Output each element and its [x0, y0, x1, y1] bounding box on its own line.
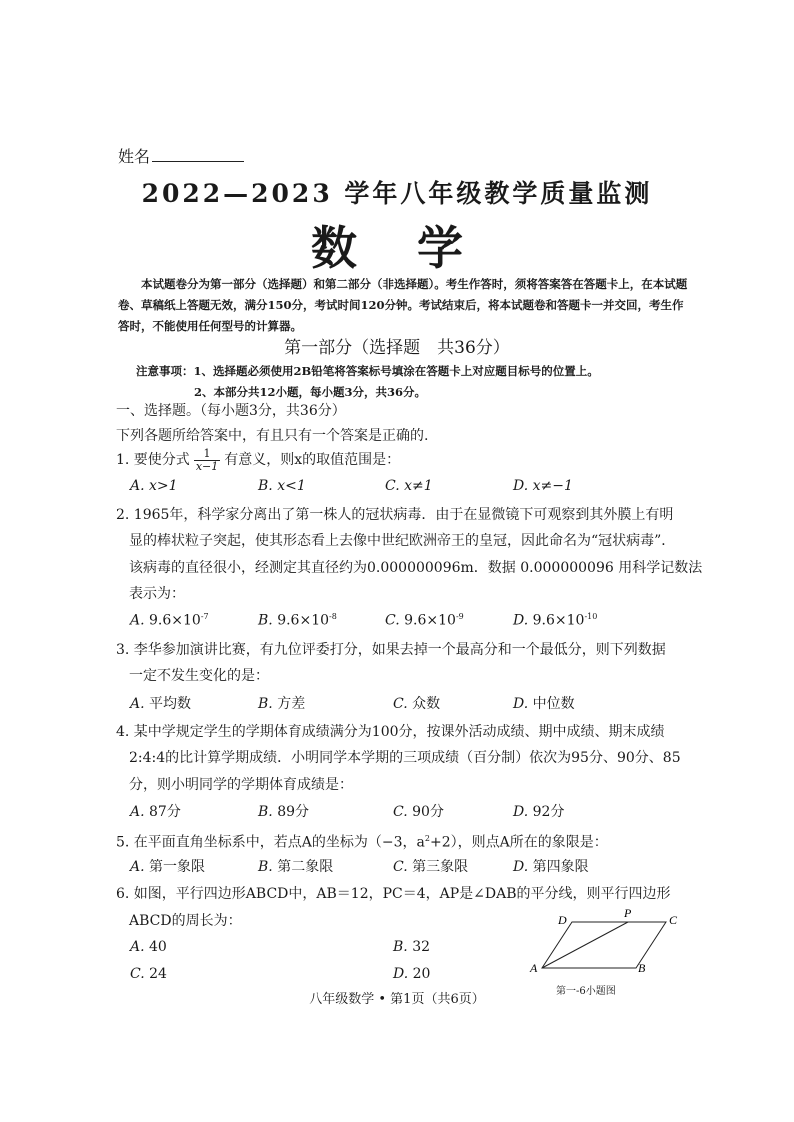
q5-option-b[interactable]: B. 第二象限: [258, 859, 334, 875]
q6-line-2: ABCD的周长为：: [129, 913, 242, 929]
q6-line-1: 6. 如图，平行四边形ABCD中，AB＝12，PC＝4，AP是∠DAB的平分线，则平行四边形: [116, 886, 671, 902]
name-label: 姓名: [118, 147, 151, 166]
q4-option-a[interactable]: A. 87分: [130, 804, 181, 820]
question-5: 5. 在平面直角坐标系中，若点A的坐标为（−3，$a^2+2$），则点A所在的象限是：: [116, 834, 608, 851]
section-instruction: 下列各题所给答案中，有且只有一个答案是正确的.: [116, 428, 429, 444]
q1-options: [130, 478, 610, 502]
label-c: C: [669, 913, 678, 927]
q3-options: [130, 693, 610, 717]
section-heading: 一、选择题。（每小题3分，共36分）: [116, 403, 346, 419]
q1-option-b[interactable]: B. x<1: [258, 478, 306, 494]
q6-option-b[interactable]: B. 32: [393, 939, 431, 955]
exam-title: 2022—2023 学年八年级教学质量监测: [141, 179, 653, 208]
page-footer: 八年级数学 • 第1页（共6页）: [309, 992, 485, 1007]
q6-option-d[interactable]: D. 20: [393, 966, 431, 982]
name-blank: [152, 147, 244, 162]
q4-option-b[interactable]: B. 89分: [258, 804, 310, 820]
q2-line-1: 2. 1965年，科学家分离出了第一株人的冠状病毒．由于在显微镜下可观察到其外膜上有明: [116, 507, 674, 523]
q1-option-a[interactable]: A. x>1: [130, 478, 178, 494]
question-1: [116, 447, 400, 473]
q4-option-c[interactable]: C. 90分: [393, 804, 444, 820]
q4-line-2: 2:4:4的比计算学期成绩．小明同学本学期的三项成绩（百分制）依次为95分、90分、85: [129, 750, 681, 766]
subject-title: 数学: [311, 221, 523, 275]
note-1: 注意事项：1、选择题必须使用2B铅笔将答案标号填涂在答题卡上对应题目标号的位置上。: [136, 364, 599, 378]
q1-fraction: [194, 448, 220, 473]
q2-options: [130, 612, 610, 636]
segment-ap: [542, 922, 628, 968]
label-p: P: [624, 906, 632, 920]
part-title: 第一部分（选择题 共36分）: [284, 338, 510, 358]
label-d: D: [558, 913, 567, 927]
q2-option-c[interactable]: C. $9.6\times 10^{-9}$: [385, 612, 464, 629]
q4-line-1: 4. 某中学规定学生的学期体育成绩满分为100分，按课外活动成绩、期中成绩、期末成绩: [116, 724, 665, 740]
q1-option-c[interactable]: C. x≠1: [385, 478, 433, 494]
q2-line-3: 该病毒的直径很小，经测定其直径约为0.000000096m．数据 0.000000096 用科学记数法: [129, 560, 703, 576]
name-field: [118, 144, 244, 167]
q5-option-d[interactable]: D. 第四象限: [513, 859, 589, 875]
label-a: A: [530, 961, 538, 975]
label-b: B: [638, 961, 646, 975]
part-notes: [136, 361, 696, 403]
q2-option-b[interactable]: B. $9.6\times 10^{-8}$: [258, 612, 337, 629]
q6-option-c[interactable]: C. 24: [130, 966, 167, 982]
q3-line-2: 一定不发生变化的是：: [129, 668, 269, 684]
q5-option-c[interactable]: C. 第三象限: [393, 859, 469, 875]
q5-options: [130, 856, 610, 880]
q1-post: 有意义，则x的取值范围是：: [224, 452, 401, 468]
q1-frac-num: 1: [194, 448, 220, 461]
q6-options-row-2: [130, 966, 430, 990]
q4-options: [130, 801, 610, 825]
q3-option-c[interactable]: C. 众数: [393, 696, 441, 712]
figure-caption: 第一-6小题图: [556, 986, 616, 997]
q2-line-4: 表示为：: [129, 586, 185, 602]
q1-frac-den: x−1: [195, 459, 219, 473]
q4-option-d[interactable]: D. 92分: [513, 804, 565, 820]
q2-option-a[interactable]: A. $9.6\times 10^{-7}$: [130, 612, 209, 629]
q4-line-3: 分，则小明同学的学期体育成绩是：: [129, 777, 353, 793]
note-2: 2、本部分共12小题，每小题3分，共36分。: [194, 385, 427, 399]
q3-line-1: 3. 李华参加演讲比赛，有九位评委打分，如果去掉一个最高分和一个最低分，则下列数据: [116, 642, 666, 658]
q6-option-a[interactable]: A. 40: [130, 939, 167, 955]
q5-option-a[interactable]: A. 第一象限: [130, 859, 206, 875]
exam-intro: 本试题卷分为第一部分（选择题）和第二部分（非选择题）。考生作答时，须将答案答在答题卡上，在本试题卷、草稿纸上答题无效，满分150分，考试时间120分钟。考试结束后，将本试题卷和答题卡一并交回，考生作答时，不能使用任何型号的计算器。: [118, 277, 688, 333]
q2-option-d[interactable]: D. $9.6\times 10^{-10}$: [513, 612, 598, 629]
q1-option-d[interactable]: D. x≠−1: [513, 478, 573, 494]
q1-pre: 1. 要使分式: [116, 452, 190, 468]
q3-option-d[interactable]: D. 中位数: [513, 696, 575, 712]
q6-options-row-1: [130, 939, 430, 963]
q3-option-b[interactable]: B. 方差: [258, 696, 306, 712]
parallelogram-abcd: [542, 922, 666, 968]
q2-line-2: 显的棒状粒子突起，使其形态看上去像中世纪欧洲帝王的皇冠，因此命名为“冠状病毒”．: [129, 533, 676, 549]
q3-option-a[interactable]: A. 平均数: [130, 696, 192, 712]
